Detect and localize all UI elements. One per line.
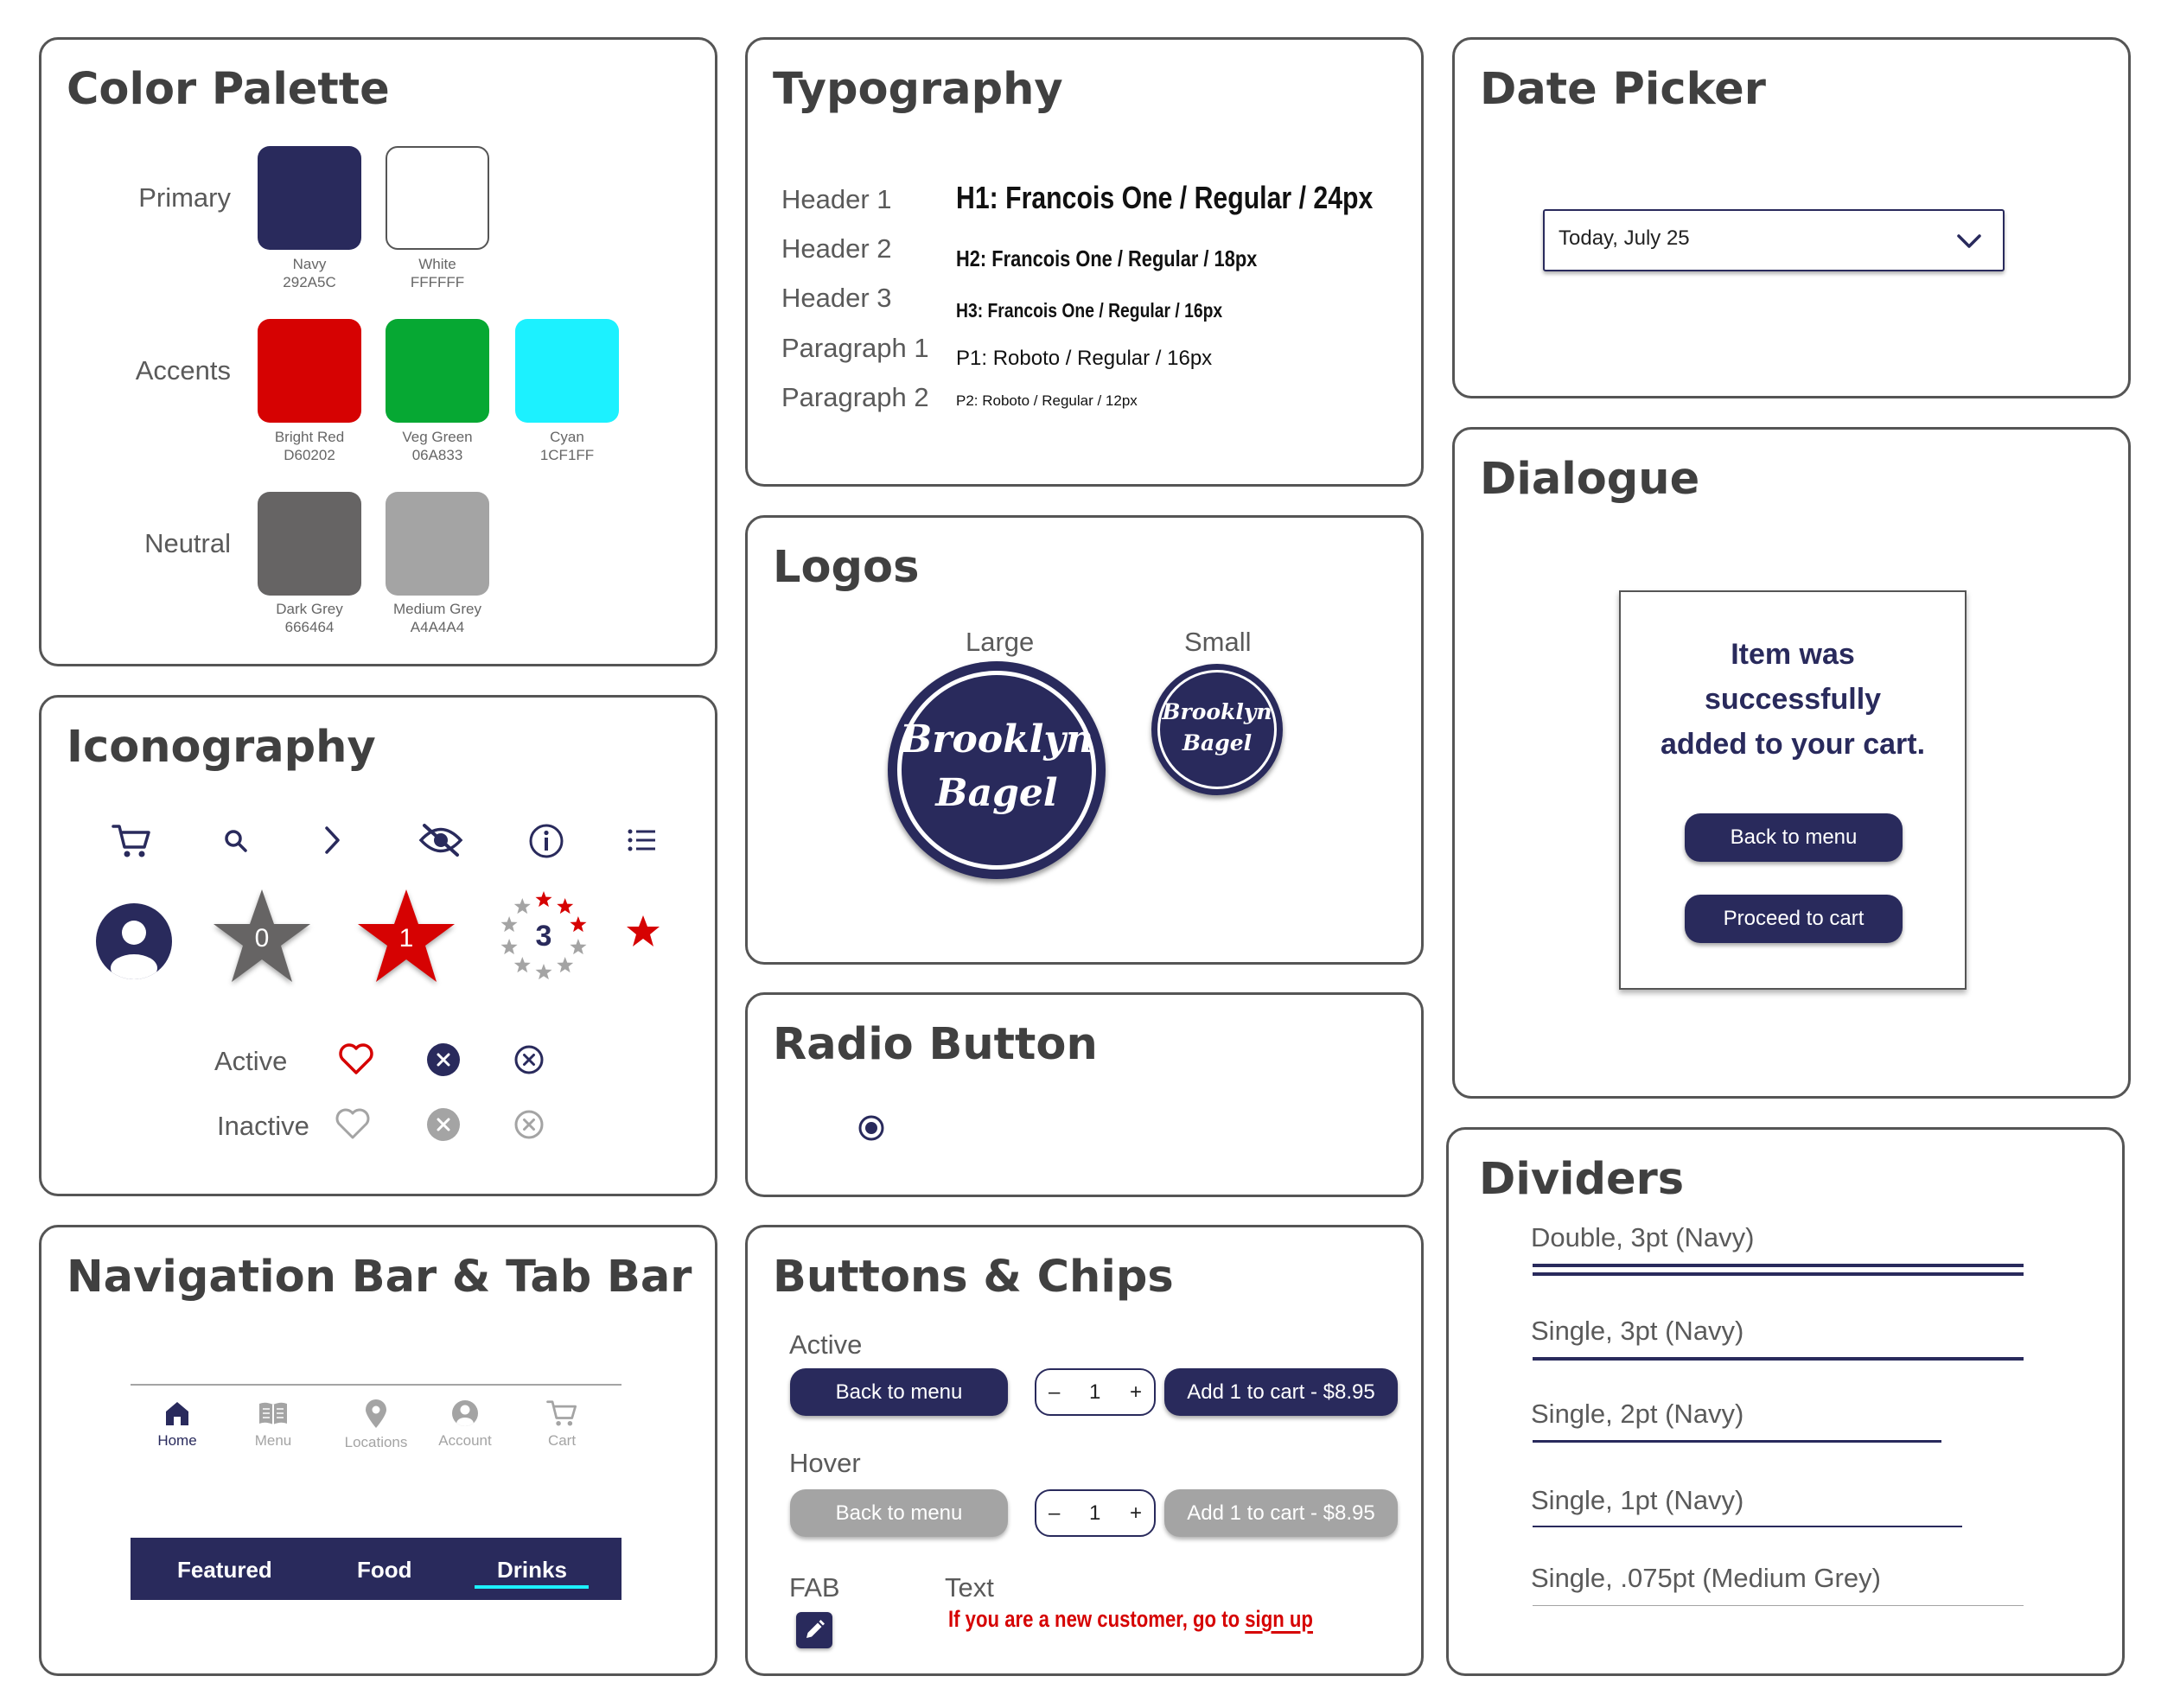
red-star-badge [354, 885, 458, 989]
icon-active-label: Active [214, 1046, 288, 1076]
color-palette-card [39, 37, 717, 666]
increment-button[interactable]: + [1129, 1380, 1142, 1404]
buttons-active-label: Active [789, 1329, 863, 1360]
tab-active-indicator [475, 1585, 589, 1589]
icon-inactive-label: Inactive [217, 1111, 309, 1141]
typo-sample-h3: H3: Francois One / Regular / 16px [956, 299, 1223, 322]
typo-label-h3: Header 3 [781, 283, 892, 313]
buttons-chips-title: Buttons & Chips [773, 1252, 1174, 1303]
small-red-star-icon [626, 914, 660, 948]
typo-sample-p2: P2: Roboto / Regular / 12px [956, 392, 1138, 409]
chevron-down-icon [1956, 232, 1982, 251]
divider-hairline-medium-grey [1533, 1605, 2024, 1606]
date-picker-title: Date Picker [1480, 64, 1766, 115]
date-picker-dropdown[interactable] [1543, 209, 2005, 271]
list-icon [627, 827, 658, 853]
grey-star-badge [210, 885, 314, 989]
cart-icon [546, 1399, 577, 1428]
swatch-white-caption: White FFFFFF [410, 256, 465, 290]
close-filled-inactive-icon [426, 1107, 461, 1142]
nav-item-cart-label: Cart [547, 1432, 577, 1449]
star-ring-count: 3 [535, 920, 552, 953]
dialog-proceed-to-cart-button[interactable]: Proceed to cart [1685, 895, 1903, 943]
swatch-white [386, 146, 489, 250]
nav-item-home[interactable] [134, 1399, 220, 1450]
back-to-menu-button[interactable]: Back to menu [790, 1368, 1008, 1416]
logo-small-label: Small [1184, 627, 1252, 657]
logo-large [888, 661, 1106, 879]
swatch-bright-red [258, 319, 361, 423]
typo-sample-h2: H2: Francois One / Regular / 18px [956, 245, 1258, 271]
decrement-button-hover[interactable]: – [1049, 1501, 1061, 1525]
date-picker-card [1452, 37, 2131, 398]
swatch-navy [258, 146, 361, 250]
divider-label-single-hairline: Single, .075pt (Medium Grey) [1531, 1563, 1881, 1593]
ring-star [514, 898, 531, 914]
typography-card [745, 37, 1424, 487]
sign-up-link[interactable]: sign up [1245, 1606, 1313, 1632]
swatch-navy-caption: Navy 292A5C [283, 256, 336, 290]
logo-large-line1: Brooklyn [900, 717, 1093, 762]
dialog-back-to-menu-button[interactable]: Back to menu [1685, 813, 1903, 862]
typography-title: Typography [773, 64, 1063, 115]
iconography-title: Iconography [67, 722, 376, 773]
grey-star-count: 0 [254, 924, 270, 953]
dialogue-title: Dialogue [1480, 454, 1700, 505]
logos-title: Logos [773, 542, 920, 593]
add-to-cart-button-hover[interactable]: Add 1 to cart - $8.95 [1164, 1489, 1398, 1537]
new-customer-text [948, 1606, 1313, 1633]
account-icon [450, 1399, 480, 1428]
navigation-title: Navigation Bar & Tab Bar [67, 1252, 692, 1303]
typo-sample-h1: H1: Francois One / Regular / 24px [956, 180, 1374, 215]
heart-active-icon [338, 1042, 374, 1075]
tab-drinks[interactable]: Drinks [497, 1557, 567, 1583]
nav-item-account-label: Account [438, 1432, 492, 1449]
date-picker-value: Today, July 25 [1559, 226, 1690, 250]
typo-label-p2: Paragraph 2 [781, 382, 929, 412]
divider-double-navy-second [1533, 1272, 2024, 1276]
ring-star [536, 964, 552, 979]
divider-label-single-1pt: Single, 1pt (Navy) [1531, 1485, 1744, 1515]
nav-item-home-label: Home [157, 1432, 197, 1449]
logo-large-label: Large [966, 627, 1035, 657]
typo-sample-p1: P1: Roboto / Regular / 16px [956, 347, 1213, 370]
account-icon [95, 902, 173, 980]
swatch-cyan-caption: Cyan 1CF1FF [539, 429, 595, 463]
tab-food[interactable]: Food [357, 1557, 412, 1583]
swatch-medium-grey-caption: Medium Grey A4A4A4 [392, 601, 482, 635]
pencil-icon [796, 1612, 832, 1648]
cart-icon [112, 823, 151, 859]
swatch-bright-red-caption: Bright Red D60202 [274, 429, 345, 463]
color-palette-title: Color Palette [67, 64, 390, 115]
back-to-menu-button-hover[interactable]: Back to menu [790, 1489, 1008, 1537]
buttons-chips-card [745, 1225, 1424, 1676]
ring-star [557, 898, 573, 914]
nav-item-cart[interactable] [519, 1399, 605, 1450]
radio-button-selected[interactable] [857, 1114, 885, 1142]
close-outline-active-icon [513, 1044, 545, 1075]
divider-label-single-3pt: Single, 3pt (Navy) [1531, 1316, 1744, 1346]
logo-small-line2: Bagel [1182, 730, 1253, 755]
divider-single-2pt-navy [1533, 1440, 1941, 1443]
location-pin-icon [363, 1399, 389, 1430]
fab-label: FAB [789, 1572, 840, 1603]
fab-button[interactable] [796, 1612, 832, 1648]
tab-featured[interactable]: Featured [177, 1557, 272, 1583]
logo-small [1151, 664, 1283, 795]
nav-item-locations-label: Locations [344, 1434, 408, 1450]
red-star-count: 1 [398, 924, 414, 953]
swatch-medium-grey [386, 492, 489, 596]
quantity-stepper-hover[interactable] [1035, 1489, 1156, 1537]
chevron-right-icon [323, 825, 342, 855]
nav-item-locations[interactable] [320, 1399, 432, 1451]
nav-item-account[interactable] [422, 1399, 508, 1450]
divider-single-3pt-navy [1533, 1357, 2024, 1361]
close-outline-inactive-icon [513, 1109, 545, 1140]
ring-star [536, 891, 552, 907]
primary-row-label: Primary [138, 182, 231, 213]
swatch-cyan [515, 319, 619, 423]
neutral-row-label: Neutral [144, 528, 231, 558]
book-icon [257, 1399, 290, 1428]
divider-single-1pt-navy [1533, 1526, 1962, 1527]
new-customer-prefix: If you are a new customer, go to [948, 1606, 1246, 1632]
swatch-dark-grey-caption: Dark Grey 666464 [276, 601, 343, 635]
tab-bar [131, 1538, 622, 1600]
buttons-hover-label: Hover [789, 1448, 861, 1478]
increment-button-hover[interactable]: + [1129, 1501, 1142, 1525]
ring-star [557, 957, 573, 972]
logo-small-line1: Brooklyn [1162, 699, 1272, 724]
radio-button-title: Radio Button [773, 1019, 1098, 1070]
nav-bar-top-divider [131, 1384, 622, 1386]
quantity-stepper[interactable] [1035, 1368, 1156, 1416]
radio-button-card [745, 992, 1424, 1197]
dividers-card [1446, 1127, 2125, 1676]
swatch-veg-green-caption: Veg Green 06A833 [402, 429, 473, 463]
add-to-cart-button[interactable]: Add 1 to cart - $8.95 [1164, 1368, 1398, 1416]
close-filled-active-icon [426, 1042, 461, 1077]
star-ring-badge [492, 884, 596, 988]
heart-inactive-icon [335, 1107, 371, 1140]
swatch-veg-green [386, 319, 489, 423]
dialog-box [1619, 590, 1967, 990]
dialogue-card [1452, 427, 2131, 1099]
decrement-button[interactable]: – [1049, 1380, 1061, 1404]
nav-item-menu[interactable] [230, 1399, 316, 1450]
accents-row-label: Accents [135, 355, 231, 386]
home-icon [163, 1399, 192, 1428]
typo-label-p1: Paragraph 1 [781, 333, 929, 363]
search-icon [223, 828, 249, 854]
logos-card [745, 515, 1424, 965]
navigation-card [39, 1225, 717, 1676]
logo-large-line2: Bagel [935, 771, 1058, 815]
divider-double-navy [1533, 1264, 2024, 1267]
dialog-message: Item was successfully added to your cart. [1660, 638, 1926, 761]
quantity-value-hover: 1 [1088, 1501, 1101, 1525]
eye-off-icon [418, 822, 464, 858]
dividers-title: Dividers [1479, 1154, 1685, 1205]
ring-star [514, 957, 531, 972]
divider-label-double: Double, 3pt (Navy) [1531, 1222, 1755, 1252]
divider-label-single-2pt: Single, 2pt (Navy) [1531, 1399, 1744, 1429]
swatch-dark-grey [258, 492, 361, 596]
info-icon [527, 822, 565, 860]
quantity-value: 1 [1088, 1380, 1101, 1404]
nav-item-menu-label: Menu [254, 1432, 292, 1449]
text-link-label: Text [945, 1572, 994, 1603]
iconography-card [39, 695, 717, 1196]
typo-label-h1: Header 1 [781, 184, 892, 214]
typo-label-h2: Header 2 [781, 233, 892, 264]
